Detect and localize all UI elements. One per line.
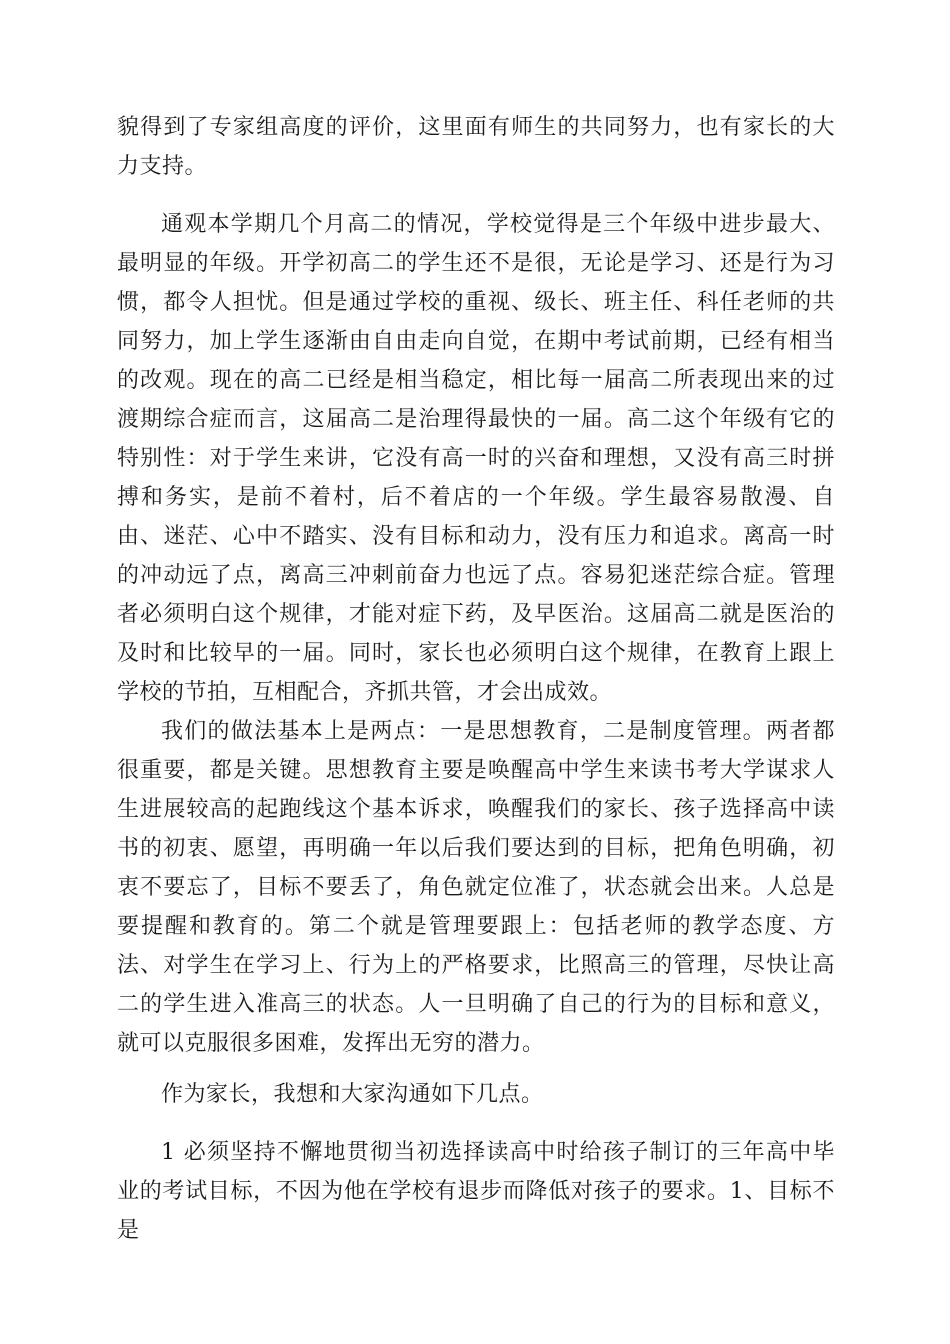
paragraph-text: 貌得到了专家组高度的评价，这里面有师生的共同努力，也有家长的大力支持。 — [117, 115, 835, 179]
paragraph-grade-two-overview — [117, 205, 835, 712]
paragraph-continuation — [117, 108, 835, 186]
paragraph-text: 通观本学期几个月高二的情况，学校觉得是三个年级中进步最大、最明显的年级。开学初高二的学生还不是很，无论是学习、还是行为习惯，都令人担忧。但是通过学校的重视、级长、班主任、科任老师的共同努力，加上学生逐渐由自由走向自觉，在期中考试前期，已经有相当的改观。现在的高二已经是相当稳定，相比每一届高二所表现出来的过渡期综合症而言，这届高二是治理得最快的一届。高二这个年级有它的特别性：对于学生来讲，它没有高一时的兴奋和理想，又没有高三时拼搏和务实，是前不着村，后不着店的一个年级。学生最容易散漫、自由、迷茫、心中不踏实、没有目标和动力，没有压力和追求。离高一时的冲动远了点，离高三冲刺前奋力也远了点。容易犯迷茫综合症。管理者必须明白这个规律，才能对症下药，及早医治。这届高二就是医治的及时和比较早的一届。同时，家长也必须明白这个规律，在教育上跟上学校的节拍，互相配合，齐抓共管，才会出成效。 — [117, 212, 835, 705]
paragraph-point-one — [117, 1133, 835, 1250]
paragraph-parent-intro — [117, 1075, 835, 1114]
paragraph-text: 我们的做法基本上是两点：一是思想教育，二是制度管理。两者都很重要，都是关键。思想教育主要是唤醒高中学生来读书考大学谋求人生进展较高的起跑线这个基本诉求，唤醒我们的家长、孩子选择高中读书的初衷、愿望，再明确一年以后我们要达到的目标，把角色明确，初衷不要忘了，目标不要丢了，角色就定位准了，状态就会出来。人总是要提醒和教育的。第二个就是管理要跟上：包括老师的教学态度、方法、对学生在学习上、行为上的严格要求，比照高三的管理，尽快让高二的学生进入准高三的状态。人一旦明确了自己的行为的目标和意义，就可以克服很多困难，发挥出无穷的潜力。 — [117, 719, 835, 1056]
paragraph-text: 作为家长，我想和大家沟通如下几点。 — [161, 1082, 544, 1107]
paragraph-methods — [117, 712, 835, 1063]
paragraph-text: 1 必须坚持不懈地贯彻当初选择读高中时给孩子制订的三年高中毕业的考试目标，不因为他在学校有退步而降低对孩子的要求。1、目标不是 — [117, 1140, 835, 1243]
